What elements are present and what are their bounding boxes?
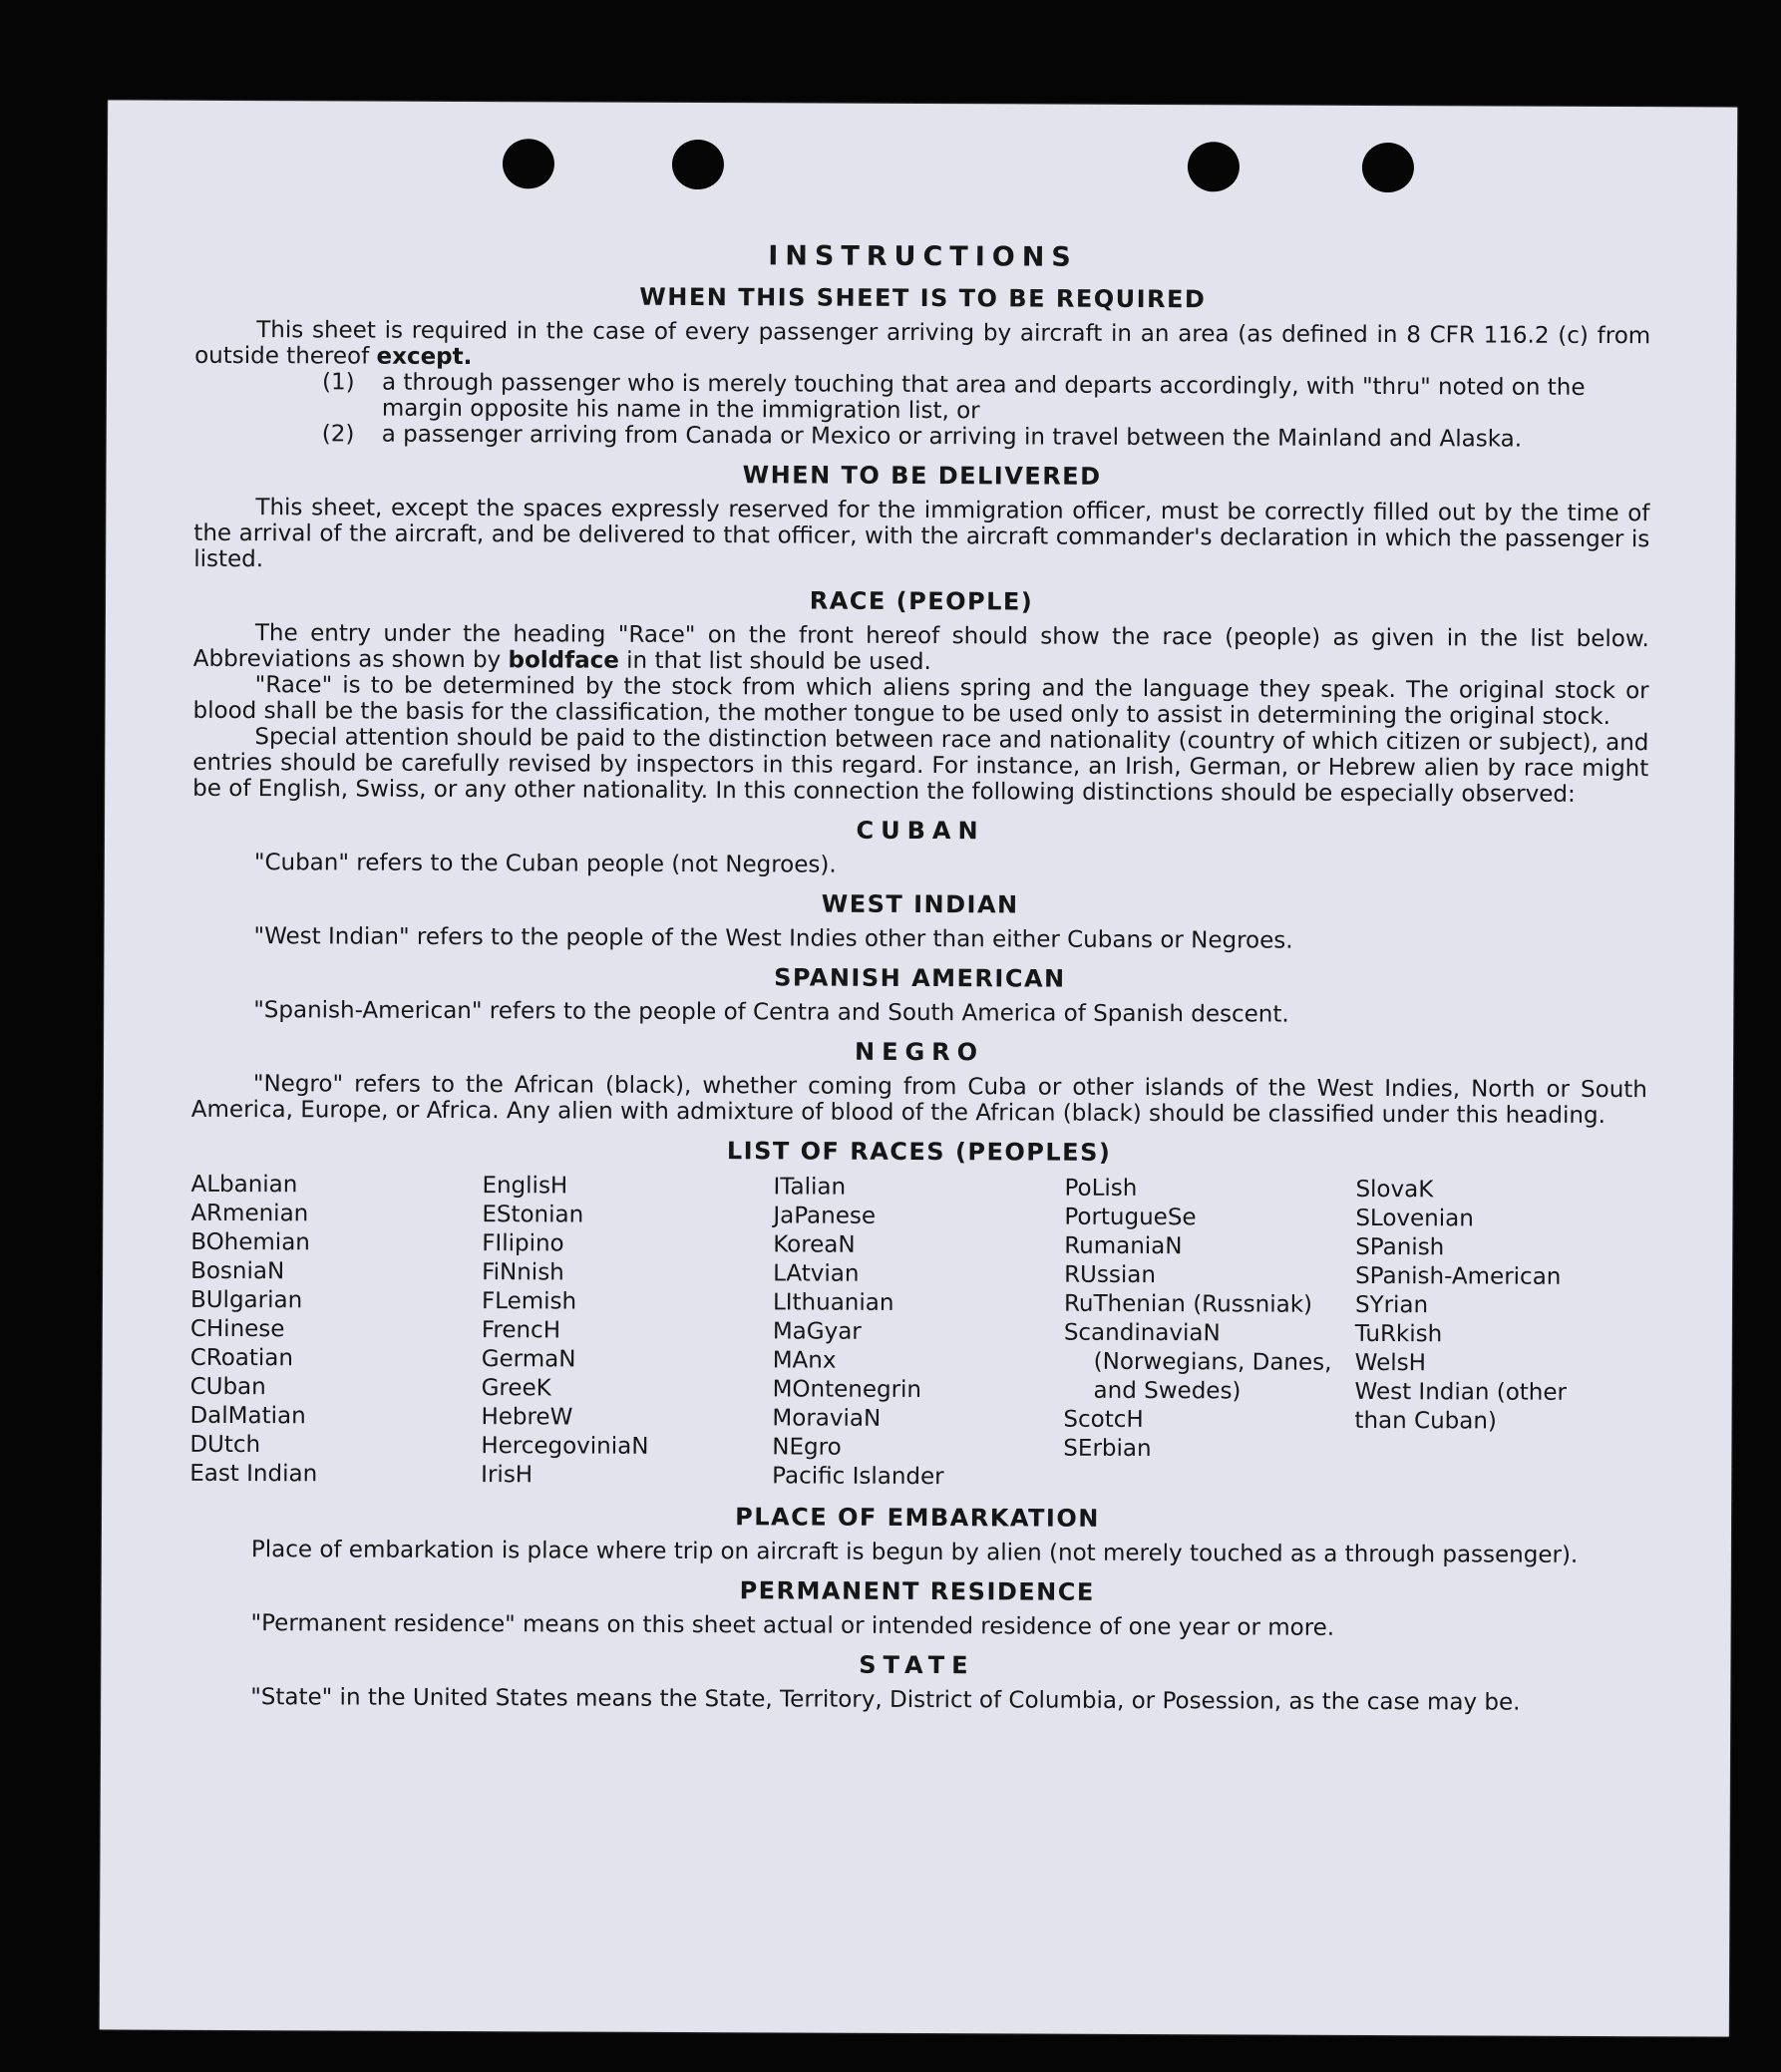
race-entry: WelsH [1354, 1349, 1426, 1377]
race-entry: SlovaK [1355, 1176, 1434, 1204]
race-column [772, 1173, 1064, 1492]
section-heading-state: STATE [859, 1650, 975, 1680]
race-entry: HebreW [481, 1404, 573, 1431]
race-entry: ITalian [773, 1174, 847, 1201]
race-entry: East Indian [189, 1460, 318, 1488]
race-entry: LAtvian [773, 1260, 860, 1287]
race-entry: LIthuanian [772, 1289, 894, 1316]
negro-text: "Negro" refers to the African (black), whether coming from Cuba or other islands of the West Indies, North or South America, Europe, or Africa. Any alien with admixture of blood of the African (black) should be classified under this heading. [190, 1071, 1647, 1130]
race-paragraph-1: The entry under the heading "Race" on the front hereof should show the race (people) as given in the list below. Abbreviations as shown by boldface in that list should be used. [192, 620, 1649, 676]
section-heading-list-of-races: LIST OF RACES (PEOPLES) [726, 1137, 1112, 1167]
race-entry: Pacific Islander [772, 1463, 944, 1491]
race-entry: MOntenegrin [772, 1376, 922, 1404]
race-list [189, 1171, 1646, 1495]
section-heading-delivered: WHEN TO BE DELIVERED [742, 461, 1102, 491]
exception-list [194, 369, 1650, 453]
punch-hole [503, 139, 554, 188]
race-paragraph-3: Special attention should be paid to the distinction between race and nationality (country of which citizen or subject), and entries should be carefully revised by inspectors in this regard. For instance, an Irish, German, or Hebrew alien by race might be of English, Swiss, or any other nationality. In this connection the following distinctions should be especially observed: [192, 724, 1649, 808]
race-entry: MAnx [772, 1347, 837, 1374]
section-heading-spanish-american: SPANISH AMERICAN [774, 963, 1066, 993]
punch-hole [1362, 143, 1414, 192]
race-entry: PortugueSe [1064, 1204, 1197, 1231]
race-entry: PoLish [1064, 1175, 1138, 1202]
race-entry: TuRkish [1354, 1320, 1443, 1348]
race-entry: HercegoviniaN [481, 1433, 649, 1460]
race-entry: CUban [189, 1373, 266, 1401]
race-entry: FiNnish [482, 1259, 564, 1286]
document-body [188, 238, 1650, 1716]
west-indian-text: "West Indian" refers to the people of the West Indies other than either Cubans or Negroes. [253, 923, 1293, 954]
race-entry-note: (Norwegians, Danes, and Swedes) [1093, 1348, 1332, 1405]
document-sheet [100, 100, 1737, 2036]
race-entry: EnglisH [482, 1173, 568, 1200]
spanish-american-text: "Spanish-American" refers to the people of Centra and South America of Spanish descent. [253, 997, 1289, 1028]
race-entry: SLovenian [1355, 1205, 1474, 1232]
section-heading-west-indian: WEST INDIAN [821, 889, 1019, 919]
race-column [1354, 1176, 1646, 1495]
race-entry: BOhemian [190, 1228, 310, 1256]
race-entry: SPanish [1355, 1233, 1445, 1261]
race-entry: BUlgarian [189, 1286, 303, 1314]
race-column [481, 1172, 773, 1491]
race-entry: IrisH [481, 1462, 534, 1489]
section-heading-residence: PERMANENT RESIDENCE [739, 1576, 1095, 1606]
race-entry: GreeK [481, 1375, 551, 1402]
race-column [1063, 1175, 1355, 1494]
race-entry: NEgro [772, 1434, 842, 1461]
race-entry: West Indian (other than Cuban) [1354, 1378, 1568, 1435]
list-item: (1) a through passenger who is merely touching that area and departs accordingly, with "thru" noted on the margin opposite his name in the immigration list, or [321, 369, 1586, 425]
race-entry: SErbian [1063, 1435, 1152, 1463]
section-heading-cuban: CUBAN [856, 816, 985, 846]
race-entry: CHinese [189, 1315, 285, 1343]
race-entry: DUtch [189, 1431, 261, 1459]
race-entry: RUssian [1064, 1261, 1156, 1289]
race-entry: CRoatian [189, 1344, 294, 1372]
section-heading-negro: NEGRO [854, 1037, 985, 1067]
embarkation-text: Place of embarkation is place where trip on aircraft is begun by alien (not merely touched as a through passenger). [250, 1537, 1579, 1568]
state-text: "State" in the United States means the State, Territory, District of Columbia, or Posession, as the case may be. [250, 1684, 1521, 1716]
delivered-text: This sheet, except the spaces expressly reserved for the immigration officer, must be correctly filled out by the time of the arrival of the aircraft, and be delivered to that officer, with the aircraft commander's declaration in which the passenger is listed. [193, 495, 1650, 573]
punch-hole [672, 140, 724, 189]
race-entry: MoraviaN [772, 1405, 882, 1432]
race-entry: ALbanian [190, 1171, 298, 1199]
race-entry: SYrian [1354, 1291, 1429, 1319]
page-title: INSTRUCTIONS [768, 240, 1078, 273]
race-entry: BosniaN [190, 1257, 285, 1285]
race-entry: JaPanese [773, 1203, 877, 1229]
race-entry: DalMatian [189, 1402, 306, 1430]
race-entry: GermaN [481, 1346, 576, 1373]
race-entry: ScandinaviaN [1063, 1319, 1221, 1347]
section-heading-embarkation: PLACE OF EMBARKATION [735, 1503, 1100, 1533]
race-entry: KoreaN [773, 1231, 856, 1258]
race-entry: FrencH [481, 1317, 561, 1344]
race-entry: MaGyar [772, 1318, 862, 1345]
race-entry: SPanish-American [1355, 1262, 1562, 1290]
race-paragraph-2: "Race" is to be determined by the stock from which aliens spring and the language they speak. The original stock or blood shall be the basis for the classification, the mother tongue to be used only to assist in determining the original stock. [192, 672, 1649, 731]
section-heading-race: RACE (PEOPLE) [809, 586, 1034, 616]
race-entry: FLemish [481, 1288, 577, 1315]
list-item: (2) a passenger arriving from Canada or Mexico or arriving in travel between the Mainland and Alaska. [321, 421, 1523, 453]
race-entry: RumaniaN [1064, 1232, 1183, 1260]
residence-text: "Permanent residence" means on this sheet actual or intended residence of one year or more. [250, 1610, 1335, 1641]
race-entry: ScotcH [1063, 1406, 1144, 1433]
race-entry: FIlipino [482, 1230, 564, 1257]
race-entry: ARmenian [190, 1200, 309, 1227]
required-intro: This sheet is required in the case of every passenger arriving by aircraft in an area (as defined in 8 CFR 116.2 (c) from outside thereof except. [194, 317, 1651, 371]
section-heading-required: WHEN THIS SHEET IS TO BE REQUIRED [639, 282, 1207, 314]
punch-hole [1188, 142, 1240, 191]
race-entry: RuThenian (Russniak) [1063, 1290, 1313, 1318]
race-entry: EStonian [482, 1202, 584, 1228]
cuban-text: "Cuban" refers to the Cuban people (not Negroes). [253, 850, 837, 878]
race-column [189, 1171, 482, 1490]
